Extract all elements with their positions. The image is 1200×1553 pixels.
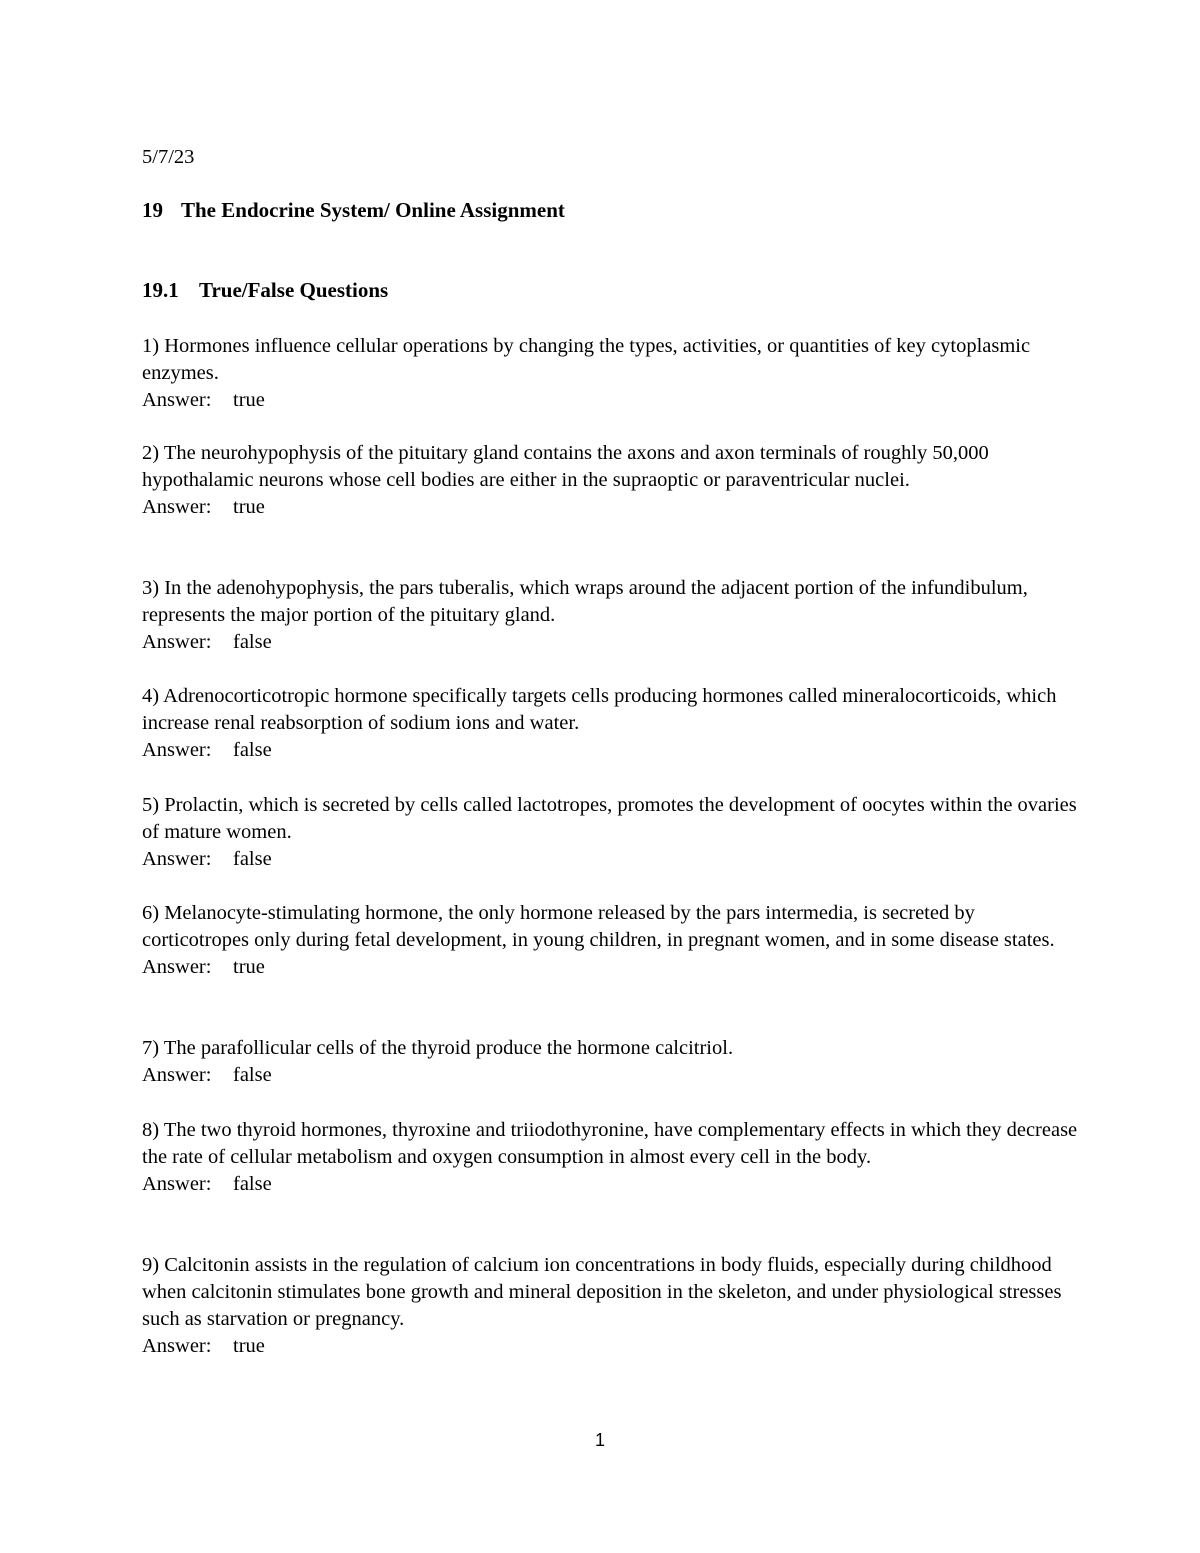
answer-label: Answer: <box>142 1173 212 1195</box>
answer-label: Answer: <box>142 739 212 761</box>
answer-value: true <box>233 956 265 978</box>
question-text <box>142 683 1082 737</box>
section-number: 19.1 <box>142 278 179 302</box>
answer-line <box>142 846 1082 873</box>
answer-value: true <box>233 389 265 411</box>
document-date: 5/7/23 <box>142 146 195 168</box>
question-item <box>142 575 1082 656</box>
answer-line <box>142 1333 1082 1360</box>
question-body: Hormones influence cellular operations by changing the types, activities, or quantities of key cytoplasmic enzymes. <box>142 335 1031 384</box>
answer-label: Answer: <box>142 1064 212 1086</box>
answer-line <box>142 737 1082 764</box>
question-body: The two thyroid hormones, thyroxine and triiodothyronine, have complementary effects in which they decrease the rate of cellular metabolism and oxygen consumption in almost every cell in the body. <box>142 1119 1078 1168</box>
section-heading <box>142 277 1082 304</box>
question-text <box>142 440 1082 494</box>
question-text <box>142 900 1082 954</box>
question-item <box>142 900 1082 981</box>
chapter-heading <box>142 197 1082 224</box>
answer-line <box>142 1171 1082 1198</box>
question-item <box>142 792 1082 873</box>
question-number: 2) <box>142 442 160 464</box>
question-body: Adrenocorticotropic hormone specifically targets cells producing hormones called mineralocorticoids, which increase renal reabsorption of sodium ions and water. <box>142 685 1057 734</box>
question-number: 3) <box>142 577 160 599</box>
question-text <box>142 792 1082 846</box>
answer-label: Answer: <box>142 496 212 518</box>
question-item <box>142 1252 1082 1360</box>
answer-label: Answer: <box>142 848 212 870</box>
question-number: 1) <box>142 335 160 357</box>
question-body: In the adenohypophysis, the pars tuberalis, which wraps around the adjacent portion of the infundibulum, represents the major portion of the pituitary gland. <box>142 577 1028 626</box>
answer-line <box>142 954 1082 981</box>
answer-value: true <box>233 496 265 518</box>
question-number: 5) <box>142 794 160 816</box>
chapter-number: 19 <box>142 198 163 222</box>
question-text <box>142 1035 1082 1062</box>
question-text <box>142 575 1082 629</box>
chapter-title: The Endocrine System/ Online Assignment <box>181 198 565 222</box>
question-body: The parafollicular cells of the thyroid produce the hormone calcitriol. <box>163 1037 734 1059</box>
answer-value: false <box>233 1173 272 1195</box>
question-body: Melanocyte-stimulating hormone, the only hormone released by the pars intermedia, is secreted by corticotropes only during fetal development, in young children, in pregnant women, and in some disease states. <box>142 902 1055 951</box>
question-body: The neurohypophysis of the pituitary gland contains the axons and axon terminals of roughly 50,000 hypothalamic neurons whose cell bodies are either in the supraoptic or paraventricular nuclei. <box>142 442 989 491</box>
question-body: Calcitonin assists in the regulation of calcium ion concentrations in body fluids, especially during childhood when calcitonin stimulates bone growth and mineral deposition in the skeleton, and under physiological stresses such as starvation or pregnancy. <box>142 1254 1062 1330</box>
answer-label: Answer: <box>142 389 212 411</box>
question-text <box>142 333 1082 387</box>
page-number: 1 <box>594 1430 605 1450</box>
question-number: 7) <box>142 1037 160 1059</box>
question-number: 8) <box>142 1119 160 1141</box>
answer-line <box>142 494 1082 521</box>
answer-label: Answer: <box>142 1335 212 1357</box>
answer-line <box>142 387 1082 414</box>
answer-value: false <box>233 739 272 761</box>
question-item <box>142 333 1082 414</box>
answer-line <box>142 629 1082 656</box>
answer-value: false <box>233 631 272 653</box>
question-body: Prolactin, which is secreted by cells called lactotropes, promotes the development of oocytes within the ovaries of mature women. <box>142 794 1077 843</box>
answer-line <box>142 1062 1082 1089</box>
answer-value: true <box>233 1335 265 1357</box>
answer-value: false <box>233 1064 272 1086</box>
answer-value: false <box>233 848 272 870</box>
question-item <box>142 683 1082 764</box>
question-number: 9) <box>142 1254 160 1276</box>
question-number: 6) <box>142 902 160 924</box>
question-text <box>142 1117 1082 1171</box>
question-text <box>142 1252 1082 1333</box>
section-title: True/False Questions <box>199 278 389 302</box>
question-item <box>142 1117 1082 1198</box>
question-item <box>142 440 1082 521</box>
answer-label: Answer: <box>142 631 212 653</box>
question-number: 4) <box>142 685 160 707</box>
question-item <box>142 1035 1082 1089</box>
answer-label: Answer: <box>142 956 212 978</box>
